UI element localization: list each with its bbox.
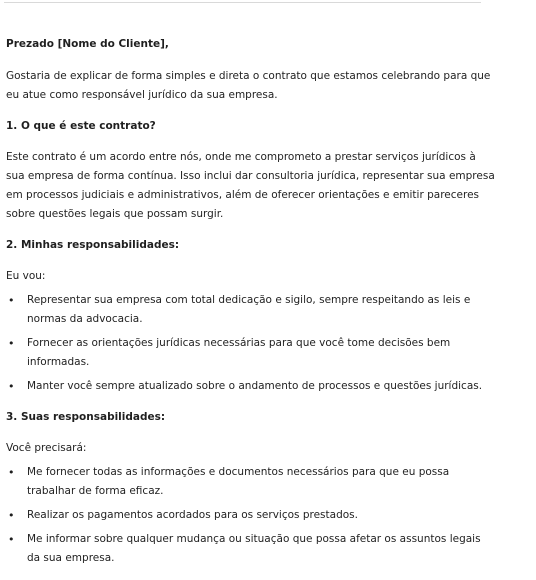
section-3-list: [6, 463, 496, 568]
section-3-lead: Você precisará:: [6, 442, 87, 454]
list-item-text: Fornecer as orientações jurídicas necessárias para que você tome decisões bem informadas.: [27, 337, 451, 368]
top-divider: [4, 2, 481, 3]
list-item: [6, 291, 496, 329]
list-item: [6, 463, 496, 501]
list-item-text: Me fornecer todas as informações e documentos necessários para que eu possa trabalhar de forma eficaz.: [27, 466, 450, 497]
list-item-text: Representar sua empresa com total dedicação e sigilo, sempre respeitando as leis e normas da advocacia.: [27, 294, 471, 325]
bullet-icon: •: [8, 509, 15, 522]
list-item: [6, 377, 496, 396]
bullet-icon: •: [8, 380, 15, 393]
section-1-body: Este contrato é um acordo entre nós, onde me comprometo a prestar serviços jurídicos à sua empresa de forma contínua. Isso inclui dar consultoria jurídica, representar sua empresa em processos judiciais e administrativos, além de oferecer orientações e emitir pareceres sobre questões legais que possam surgir.: [6, 151, 495, 220]
list-item: [6, 530, 496, 568]
list-item-text: Realizar os pagamentos acordados para os serviços prestados.: [27, 509, 358, 521]
section-2-lead: Eu vou:: [6, 270, 46, 282]
section-1-heading: 1. O que é este contrato?: [6, 120, 156, 132]
message-content: [6, 35, 496, 580]
section-2-heading: 2. Minhas responsabilidades:: [6, 239, 180, 251]
section-3-heading: 3. Suas responsabilidades:: [6, 411, 166, 423]
bullet-icon: •: [8, 466, 15, 479]
bullet-icon: •: [8, 533, 15, 546]
intro-paragraph: Gostaria de explicar de forma simples e direta o contrato que estamos celebrando para que eu atue como responsável jurídico da sua empresa.: [6, 70, 491, 101]
list-item: [6, 506, 496, 525]
section-2-list: [6, 291, 496, 396]
list-item: [6, 334, 496, 372]
list-item-text: Me informar sobre qualquer mudança ou situação que possa afetar os assuntos legais da sua empresa.: [27, 533, 481, 564]
greeting: Prezado [Nome do Cliente],: [6, 38, 169, 50]
bullet-icon: •: [8, 294, 15, 307]
bullet-icon: •: [8, 337, 15, 350]
list-item-text: Manter você sempre atualizado sobre o andamento de processos e questões jurídicas.: [27, 380, 483, 392]
